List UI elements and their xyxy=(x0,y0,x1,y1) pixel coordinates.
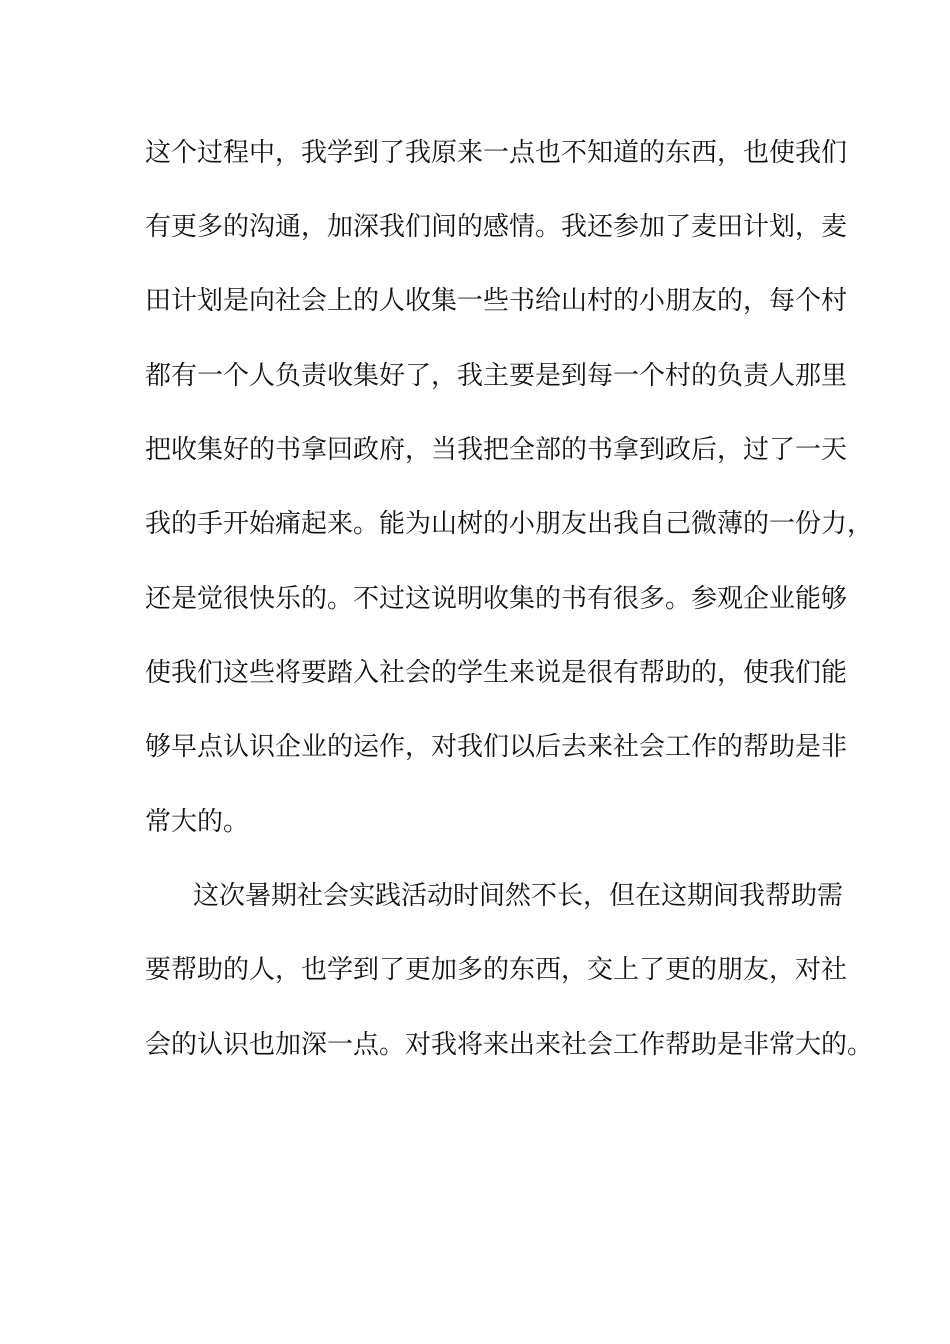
text-line: 会的认识也加深一点。对我将来出来社会工作帮助是非常大的。 xyxy=(145,1030,874,1060)
text-line: 我的手开始痛起来。能为山树的小朋友出我自己微薄的一份力， xyxy=(145,509,874,539)
text-line: 要帮助的人，也学到了更加多的东西，交上了更的朋友，对社 xyxy=(145,955,848,985)
text-line: 够早点认识企业的运作，对我们以后去来社会工作的帮助是非 xyxy=(145,732,848,762)
text-line: 这次暑期社会实践活动时间然不长，但在这期间我帮助需 xyxy=(193,881,844,911)
text-line: 田计划是向社会上的人收集一些书给山村的小朋友的，每个村 xyxy=(145,286,848,316)
text-line: 常大的。 xyxy=(145,807,250,837)
text-line: 这个过程中，我学到了我原来一点也不知道的东西，也使我们 xyxy=(145,138,848,168)
text-line: 使我们这些将要踏入社会的学生来说是很有帮助的，使我们能 xyxy=(145,658,848,688)
text-line: 还是觉很快乐的。不过这说明收集的书有很多。参观企业能够 xyxy=(145,584,848,614)
text-line: 把收集好的书拿回政府，当我把全部的书拿到政后，过了一天 xyxy=(145,435,848,465)
text-line: 有更多的沟通，加深我们间的感情。我还参加了麦田计划，麦 xyxy=(145,212,848,242)
text-line: 都有一个人负责收集好了，我主要是到每一个村的负责人那里 xyxy=(145,361,848,391)
